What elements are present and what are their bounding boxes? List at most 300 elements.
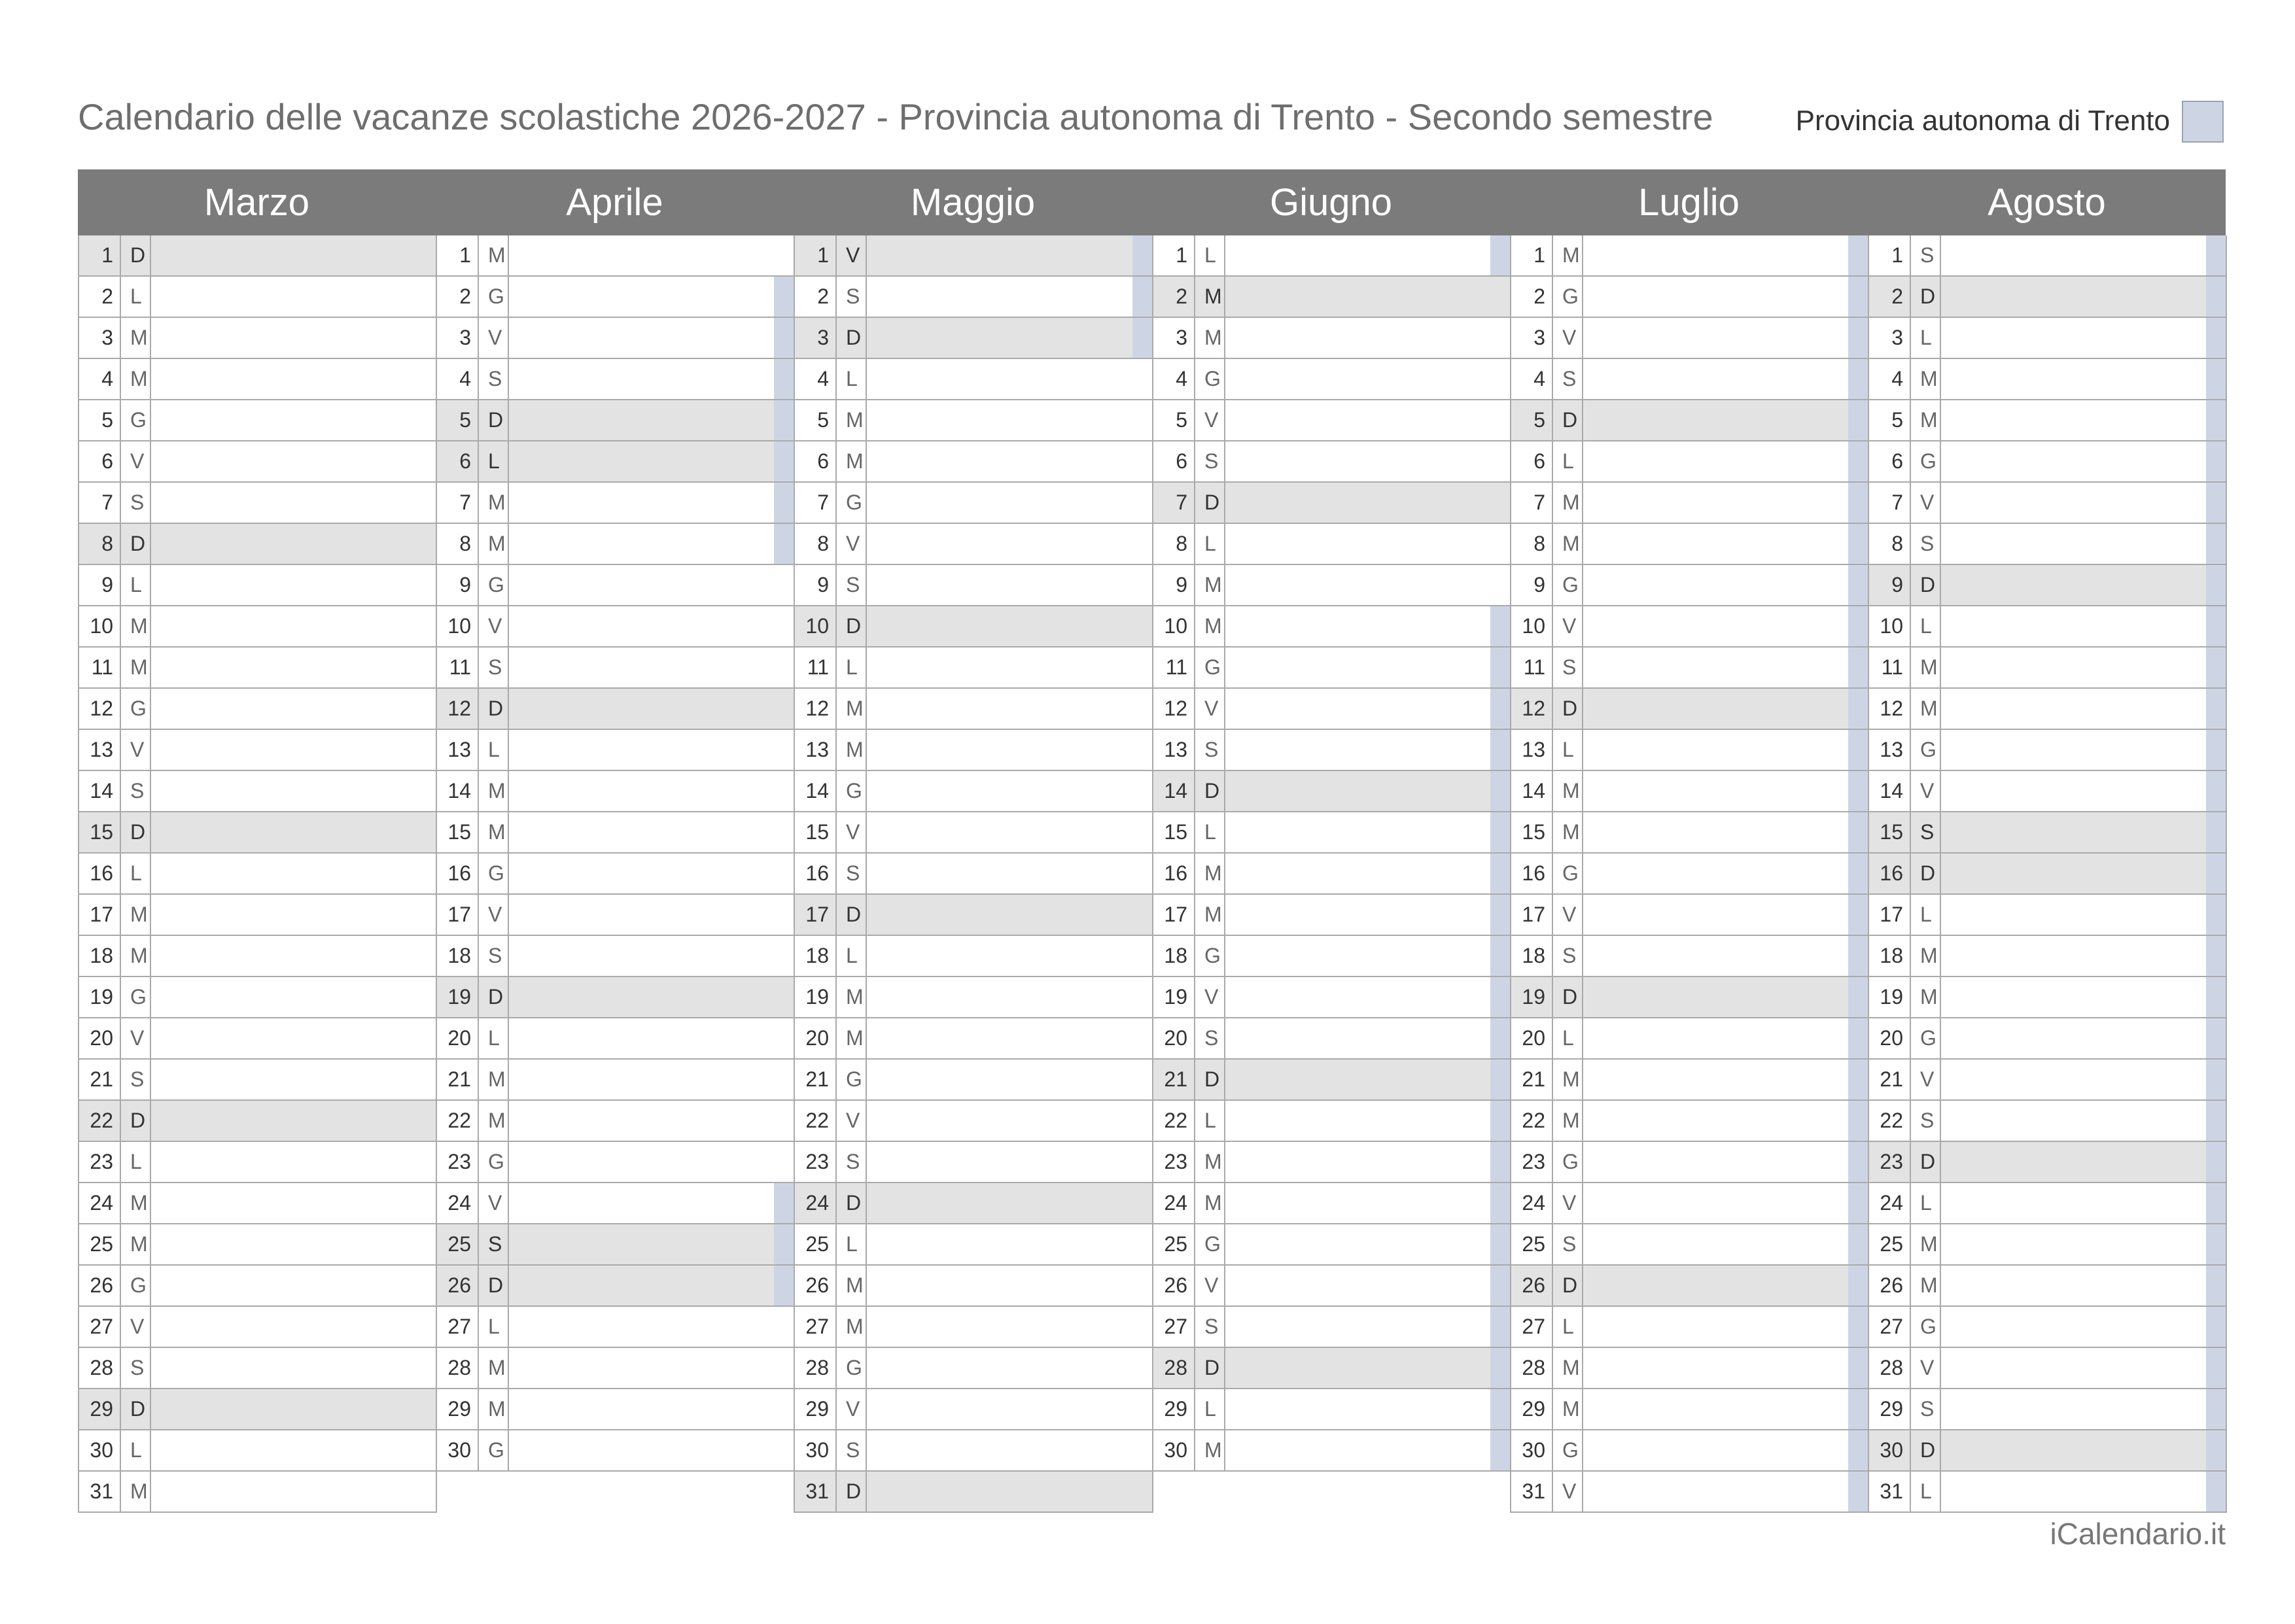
weekday-letter: V: [480, 318, 509, 358]
day-number: 17: [1511, 895, 1553, 935]
day-number: 22: [1511, 1101, 1553, 1141]
day-number: 29: [437, 1389, 479, 1429]
day-number: 10: [1869, 606, 1911, 646]
day-row: [1868, 1018, 2227, 1060]
day-row: [794, 648, 1153, 689]
day-number: 8: [437, 524, 479, 564]
weekday-letter: M: [480, 812, 509, 852]
vacation-marker: [2206, 1018, 2226, 1058]
vacation-marker: [1490, 1430, 1510, 1470]
day-row: [1510, 730, 1869, 771]
day-number: 3: [1153, 318, 1195, 358]
vacation-marker: [1490, 771, 1510, 811]
vacation-marker: [2206, 400, 2226, 440]
vacation-marker: [774, 318, 794, 358]
vacation-marker: [1490, 1060, 1510, 1099]
weekday-letter: M: [1554, 524, 1583, 564]
day-number: 1: [1511, 235, 1553, 275]
day-row: [1510, 771, 1869, 812]
day-number: 10: [795, 606, 837, 646]
weekday-letter: M: [122, 648, 151, 687]
day-number: 23: [437, 1142, 479, 1182]
weekday-letter: M: [1197, 1183, 1225, 1223]
day-number: 12: [1869, 689, 1911, 729]
weekday-letter: V: [1197, 1266, 1225, 1305]
day-number: 3: [1869, 318, 1911, 358]
day-row: [1152, 977, 1511, 1018]
weekday-letter: M: [1554, 483, 1583, 523]
vacation-marker: [1848, 1142, 1868, 1182]
weekday-letter: G: [1197, 359, 1225, 399]
day-row: [436, 359, 795, 400]
day-row: [436, 1348, 795, 1389]
vacation-marker: [2206, 812, 2226, 852]
day-row: [1510, 235, 1869, 277]
day-number: 10: [437, 606, 479, 646]
day-number: 15: [795, 812, 837, 852]
vacation-marker: [1848, 606, 1868, 646]
day-number: 9: [1511, 565, 1553, 605]
day-row: [78, 977, 437, 1018]
day-number: 8: [1511, 524, 1553, 564]
day-row: [436, 812, 795, 854]
weekday-letter: D: [1197, 1060, 1225, 1099]
weekday-letter: G: [480, 277, 509, 317]
weekday-letter: S: [122, 771, 151, 811]
day-number: 10: [1153, 606, 1195, 646]
day-row: [1510, 400, 1869, 441]
day-number: 6: [1869, 441, 1911, 481]
day-row: [436, 606, 795, 648]
weekday-letter: S: [838, 565, 867, 605]
day-number: 24: [1869, 1183, 1911, 1223]
legend-swatch: [2182, 101, 2224, 143]
vacation-marker: [2206, 895, 2226, 935]
day-number: 3: [1511, 318, 1553, 358]
weekday-letter: L: [480, 730, 509, 770]
weekday-letter: L: [122, 565, 151, 605]
day-row: [436, 235, 795, 277]
vacation-marker: [1848, 1060, 1868, 1099]
day-row: [1152, 1266, 1511, 1307]
day-number: 11: [1869, 648, 1911, 687]
weekday-letter: S: [122, 483, 151, 523]
day-row: [794, 854, 1153, 895]
day-row: [794, 1472, 1153, 1513]
day-row: [1152, 895, 1511, 936]
weekday-letter: G: [1912, 441, 1941, 481]
vacation-marker: [1848, 1472, 1868, 1512]
day-number: 11: [1153, 648, 1195, 687]
weekday-letter: V: [1912, 1060, 1941, 1099]
day-number: 27: [1153, 1307, 1195, 1347]
weekday-letter: V: [1912, 771, 1941, 811]
day-number: 27: [79, 1307, 121, 1347]
weekday-letter: L: [1197, 524, 1225, 564]
weekday-letter: V: [122, 1307, 151, 1347]
weekday-letter: M: [1912, 648, 1941, 687]
weekday-letter: D: [480, 977, 509, 1017]
day-row: [1868, 565, 2227, 606]
day-row: [794, 1060, 1153, 1101]
day-row: [1152, 1101, 1511, 1142]
day-row: [436, 936, 795, 977]
day-row: [78, 400, 437, 441]
day-number: 26: [795, 1266, 837, 1305]
weekday-letter: L: [1912, 606, 1941, 646]
day-row: [436, 854, 795, 895]
day-number: 9: [795, 565, 837, 605]
vacation-marker: [1848, 771, 1868, 811]
month-name: Luglio: [1638, 181, 1740, 224]
day-row: [1152, 483, 1511, 524]
vacation-marker: [1848, 565, 1868, 605]
weekday-letter: M: [1912, 359, 1941, 399]
day-row: [1152, 1307, 1511, 1348]
weekday-letter: V: [838, 524, 867, 564]
weekday-letter: M: [1197, 606, 1225, 646]
day-row: [1510, 1101, 1869, 1142]
day-row: [1510, 812, 1869, 854]
day-row: [794, 1266, 1153, 1307]
day-number: 28: [795, 1348, 837, 1388]
day-number: 21: [1511, 1060, 1553, 1099]
weekday-letter: G: [838, 1348, 867, 1388]
day-row: [1152, 1142, 1511, 1183]
day-number: 19: [79, 977, 121, 1017]
weekday-letter: G: [1554, 1142, 1583, 1182]
day-row: [794, 565, 1153, 606]
weekday-letter: V: [1197, 689, 1225, 729]
day-number: 7: [79, 483, 121, 523]
day-row: [794, 1101, 1153, 1142]
day-number: 21: [79, 1060, 121, 1099]
weekday-letter: L: [1912, 1183, 1941, 1223]
day-row: [78, 730, 437, 771]
day-number: 31: [795, 1472, 837, 1512]
weekday-letter: M: [480, 1060, 509, 1099]
weekday-letter: M: [480, 235, 509, 275]
vacation-marker: [2206, 1266, 2226, 1305]
day-number: 18: [79, 936, 121, 976]
vacation-marker: [1848, 1101, 1868, 1141]
day-row: [78, 1307, 437, 1348]
weekday-letter: D: [122, 524, 151, 564]
weekday-letter: L: [838, 359, 867, 399]
day-number: 5: [1869, 400, 1911, 440]
day-number: 1: [1869, 235, 1911, 275]
day-number: 30: [79, 1430, 121, 1470]
day-number: 6: [1153, 441, 1195, 481]
day-number: 8: [1869, 524, 1911, 564]
weekday-letter: S: [1554, 936, 1583, 976]
vacation-marker: [2206, 483, 2226, 523]
weekday-letter: D: [122, 1389, 151, 1429]
weekday-letter: D: [1912, 277, 1941, 317]
day-row: [1868, 235, 2227, 277]
day-row: [1152, 812, 1511, 854]
day-number: 20: [795, 1018, 837, 1058]
day-row: [1868, 977, 2227, 1018]
vacation-marker: [1490, 1307, 1510, 1347]
weekday-letter: S: [838, 1430, 867, 1470]
vacation-marker: [1848, 977, 1868, 1017]
vacation-marker: [1848, 277, 1868, 317]
day-row: [78, 441, 437, 483]
weekday-letter: M: [1197, 895, 1225, 935]
vacation-marker: [1490, 1224, 1510, 1264]
day-number: 26: [1869, 1266, 1911, 1305]
day-row: [1510, 1348, 1869, 1389]
day-number: 10: [79, 606, 121, 646]
day-number: 18: [437, 936, 479, 976]
day-row: [78, 318, 437, 359]
day-row: [1868, 1348, 2227, 1389]
day-row: [794, 1430, 1153, 1472]
day-row: [78, 235, 437, 277]
vacation-marker: [2206, 1224, 2226, 1264]
weekday-letter: D: [480, 400, 509, 440]
day-number: 9: [79, 565, 121, 605]
weekday-letter: L: [1197, 1389, 1225, 1429]
weekday-letter: M: [122, 318, 151, 358]
day-row: [1152, 1430, 1511, 1472]
weekday-letter: D: [1554, 689, 1583, 729]
day-number: 29: [1511, 1389, 1553, 1429]
day-number: 2: [79, 277, 121, 317]
weekday-letter: S: [1912, 235, 1941, 275]
vacation-marker: [1848, 400, 1868, 440]
vacation-marker: [774, 359, 794, 399]
day-number: 6: [79, 441, 121, 481]
day-row: [794, 1018, 1153, 1060]
weekday-letter: G: [480, 565, 509, 605]
day-number: 19: [1511, 977, 1553, 1017]
weekday-letter: V: [480, 895, 509, 935]
day-row: [78, 854, 437, 895]
vacation-marker: [1132, 235, 1152, 275]
vacation-marker: [2206, 1430, 2226, 1470]
day-number: 6: [795, 441, 837, 481]
day-row: [1868, 1060, 2227, 1101]
day-number: 22: [437, 1101, 479, 1141]
day-row: [1868, 277, 2227, 318]
vacation-marker: [2206, 936, 2226, 976]
day-row: [794, 689, 1153, 730]
day-row: [436, 1183, 795, 1224]
day-number: 12: [437, 689, 479, 729]
day-number: 13: [795, 730, 837, 770]
day-row: [794, 812, 1153, 854]
day-row: [78, 1060, 437, 1101]
day-number: 28: [1153, 1348, 1195, 1388]
weekday-letter: D: [838, 1183, 867, 1223]
day-row: [1152, 359, 1511, 400]
day-number: 28: [437, 1348, 479, 1388]
day-number: 3: [79, 318, 121, 358]
weekday-letter: D: [838, 895, 867, 935]
day-number: 3: [437, 318, 479, 358]
day-number: 17: [79, 895, 121, 935]
day-number: 27: [1511, 1307, 1553, 1347]
weekday-letter: V: [1554, 606, 1583, 646]
day-row: [1152, 441, 1511, 483]
vacation-marker: [1132, 318, 1152, 358]
day-row: [1868, 771, 2227, 812]
day-number: 21: [795, 1060, 837, 1099]
day-row: [436, 483, 795, 524]
weekday-letter: D: [1912, 1430, 1941, 1470]
day-row: [436, 1101, 795, 1142]
day-row: [1868, 730, 2227, 771]
weekday-letter: G: [1197, 648, 1225, 687]
day-row: [1510, 1430, 1869, 1472]
weekday-letter: S: [1912, 524, 1941, 564]
day-number: 25: [1869, 1224, 1911, 1264]
day-number: 27: [437, 1307, 479, 1347]
day-row: [436, 318, 795, 359]
day-number: 21: [1869, 1060, 1911, 1099]
day-number: 23: [795, 1142, 837, 1182]
day-row: [1152, 1389, 1511, 1430]
day-number: 1: [79, 235, 121, 275]
weekday-letter: V: [1554, 1183, 1583, 1223]
weekday-letter: M: [1912, 936, 1941, 976]
vacation-marker: [1848, 936, 1868, 976]
day-row: [794, 318, 1153, 359]
day-row: [794, 895, 1153, 936]
vacation-marker: [1848, 359, 1868, 399]
day-number: 2: [795, 277, 837, 317]
weekday-letter: D: [1197, 483, 1225, 523]
day-number: 29: [1153, 1389, 1195, 1429]
day-row: [78, 689, 437, 730]
vacation-marker: [1848, 1224, 1868, 1264]
weekday-letter: S: [838, 854, 867, 893]
weekday-letter: G: [1197, 936, 1225, 976]
vacation-marker: [1490, 606, 1510, 646]
day-row: [1510, 1266, 1869, 1307]
day-number: 9: [1869, 565, 1911, 605]
day-number: 25: [79, 1224, 121, 1264]
weekday-letter: M: [838, 1307, 867, 1347]
day-row: [1868, 854, 2227, 895]
weekday-letter: S: [122, 1060, 151, 1099]
day-number: 4: [795, 359, 837, 399]
weekday-letter: D: [1197, 1348, 1225, 1388]
day-row: [1868, 1307, 2227, 1348]
day-row: [1868, 895, 2227, 936]
day-row: [78, 1348, 437, 1389]
vacation-marker: [1848, 689, 1868, 729]
day-number: 15: [1153, 812, 1195, 852]
day-number: 13: [1511, 730, 1553, 770]
day-row: [1152, 1018, 1511, 1060]
weekday-letter: V: [838, 1389, 867, 1429]
day-row: [1152, 730, 1511, 771]
day-number: 24: [1511, 1183, 1553, 1223]
vacation-marker: [1848, 730, 1868, 770]
vacation-marker: [774, 524, 794, 564]
weekday-letter: M: [1912, 400, 1941, 440]
day-row: [794, 606, 1153, 648]
day-row: [1510, 318, 1869, 359]
day-row: [1510, 1142, 1869, 1183]
day-number: 28: [79, 1348, 121, 1388]
vacation-marker: [1490, 1348, 1510, 1388]
day-number: 4: [79, 359, 121, 399]
day-number: 14: [437, 771, 479, 811]
day-number: 19: [1153, 977, 1195, 1017]
day-row: [78, 895, 437, 936]
day-number: 19: [437, 977, 479, 1017]
day-number: 15: [79, 812, 121, 852]
day-row: [1152, 689, 1511, 730]
weekday-letter: L: [838, 1224, 867, 1264]
day-row: [1510, 854, 1869, 895]
day-number: 19: [1869, 977, 1911, 1017]
weekday-letter: G: [122, 400, 151, 440]
vacation-marker: [1848, 441, 1868, 481]
day-row: [794, 1389, 1153, 1430]
weekday-letter: M: [838, 977, 867, 1017]
day-row: [1510, 895, 1869, 936]
day-row: [794, 1183, 1153, 1224]
day-number: 4: [437, 359, 479, 399]
day-number: 31: [79, 1472, 121, 1512]
day-number: 10: [1511, 606, 1553, 646]
weekday-letter: M: [1554, 1060, 1583, 1099]
day-row: [436, 1018, 795, 1060]
day-number: 9: [437, 565, 479, 605]
day-number: 13: [1153, 730, 1195, 770]
vacation-marker: [1490, 730, 1510, 770]
day-row: [1510, 565, 1869, 606]
day-number: 16: [1869, 854, 1911, 893]
weekday-letter: M: [1197, 854, 1225, 893]
weekday-letter: V: [480, 1183, 509, 1223]
weekday-letter: D: [480, 689, 509, 729]
day-number: 29: [1869, 1389, 1911, 1429]
weekday-letter: M: [480, 524, 509, 564]
weekday-letter: G: [1912, 730, 1941, 770]
day-row: [794, 483, 1153, 524]
day-number: 17: [795, 895, 837, 935]
day-row: [1152, 1224, 1511, 1266]
vacation-marker: [2206, 730, 2226, 770]
weekday-letter: M: [1912, 977, 1941, 1017]
day-row: [436, 1389, 795, 1430]
day-row: [1152, 565, 1511, 606]
day-row: [1152, 1183, 1511, 1224]
weekday-letter: M: [1554, 1389, 1583, 1429]
weekday-letter: M: [122, 936, 151, 976]
day-row: [1868, 1430, 2227, 1472]
day-row: [1152, 936, 1511, 977]
weekday-letter: D: [1554, 1266, 1583, 1305]
day-number: 1: [1153, 235, 1195, 275]
day-row: [1868, 483, 2227, 524]
vacation-marker: [2206, 441, 2226, 481]
vacation-marker: [1848, 1018, 1868, 1058]
day-number: 20: [1153, 1018, 1195, 1058]
weekday-letter: M: [1197, 1430, 1225, 1470]
day-row: [794, 524, 1153, 565]
weekday-letter: G: [838, 1060, 867, 1099]
weekday-letter: M: [1554, 1348, 1583, 1388]
day-number: 14: [79, 771, 121, 811]
vacation-marker: [774, 483, 794, 523]
